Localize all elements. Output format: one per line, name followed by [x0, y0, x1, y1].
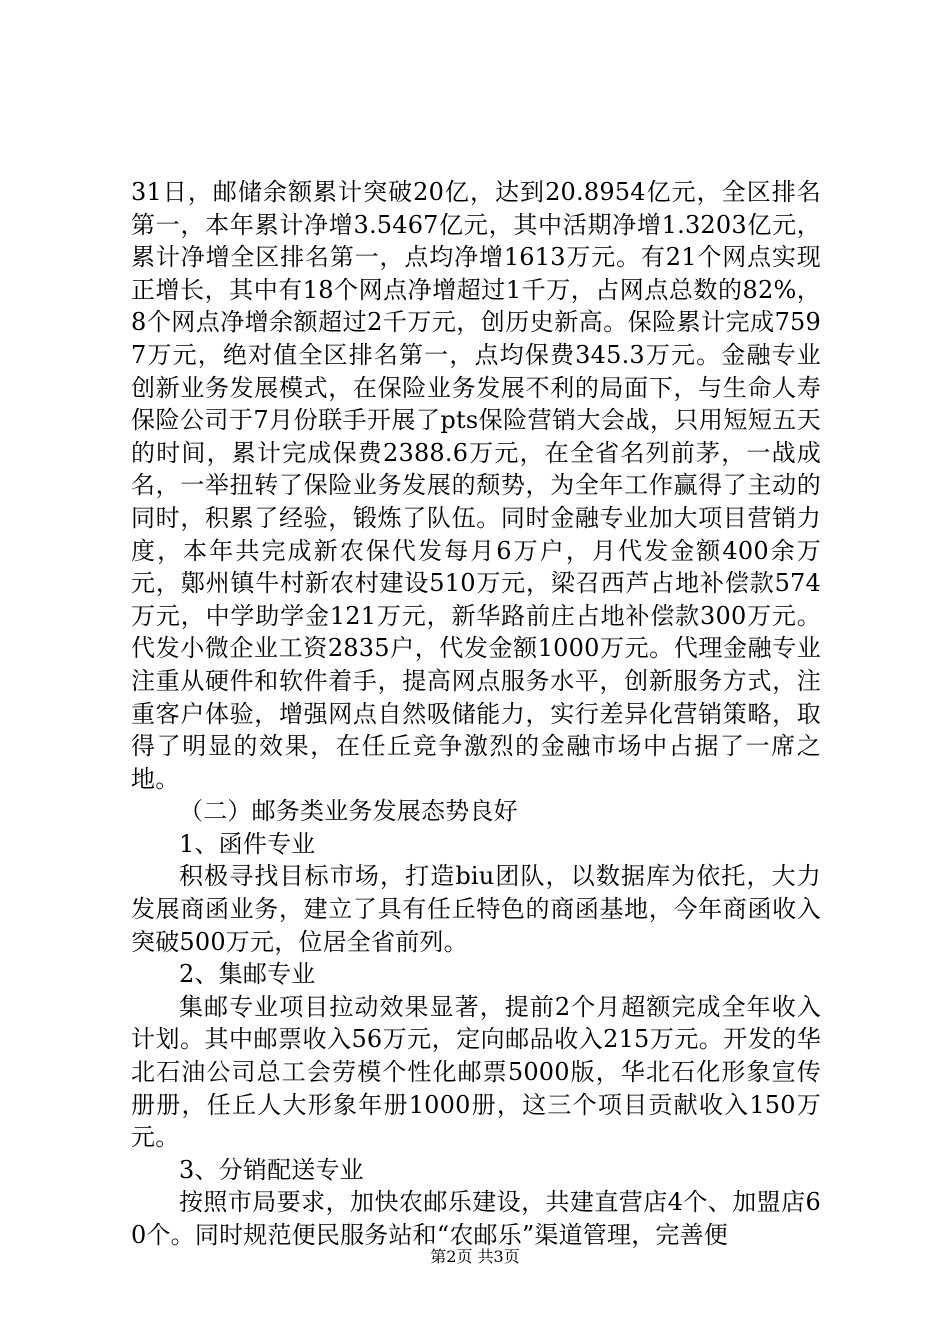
paragraph-distribution: 按照市局要求，加快农邮乐建设，共建直营店4个、加盟店60个。同时规范便民服务站和“农邮乐”渠道管理，完善便 — [131, 1188, 821, 1249]
paragraph-philately: 集邮专业项目拉动效果显著，提前2个月超额完成全年收入计划。其中邮票收入56万元，定向邮品收入215万元。开发的华北石油公司总工会劳模个性化邮票5000版，华北石化形象宣传册册，任丘人大形象年册1000册，这三个项目贡献收入150万元。 — [131, 992, 821, 1152]
subheading-philately: 2、集邮专业 — [179, 960, 316, 989]
subheading-letter-business: 1、函件专业 — [179, 829, 316, 858]
page-number-footer: 第2页 共3页 — [430, 1247, 520, 1266]
paragraph-finance-summary: 31日，邮储余额累计突破20亿，达到20.8954亿元，全区排名第一，本年累计净增3.5467亿元，其中活期净增1.3203亿元，累计净增全区排名第一，点均净增1613万元。有21个网点实现正增长，其中有18个网点净增超过1千万，占网点总数的82%，8个网点净增余额超过2千万元，创历史新高。保险累计完成7597万元，绝对值全区排名第一，点均保费345.3万元。金融专业创新业务发展模式，在保险业务发展不利的局面下，与生命人寿保险公司于7月份联手开展了pts保险营销大会战，只用短短五天的时间，累计完成保费2388.6万元，在全省名列前茅，一战成名，一举扭转了保险业务发展的颓势，为全年工作赢得了主动的同时，积累了经验，锻炼了队伍。同时金融专业加大项目营销力度，本年共完成新农保代发每月6万户，月代发金额400余万元，鄚州镇牛村新农村建设510万元，梁召西芦占地补偿款574万元，中学助学金121万元，新华路前庄占地补偿款300万元。代发小微企业工资2835户，代发金额1000万元。代理金融专业注重从硬件和软件着手，提高网点服务水平，创新服务方式，注重客户体验，增强网点自然吸储能力，实行差异化营销策略，取得了明显的效果，在任丘竞争激烈的金融市场中占据了一席之地。 — [131, 178, 821, 793]
paragraph-letter-business: 积极寻找目标市场，打造biu团队，以数据库为依托，大力发展商函业务，建立了具有任丘特色的商函基地，今年商函收入突破500万元，位居全省前列。 — [131, 862, 821, 956]
subheading-distribution: 3、分销配送专业 — [179, 1155, 364, 1184]
document-body — [131, 176, 821, 1252]
section-heading-postal-business: （二）邮务类业务发展态势良好 — [179, 797, 518, 826]
